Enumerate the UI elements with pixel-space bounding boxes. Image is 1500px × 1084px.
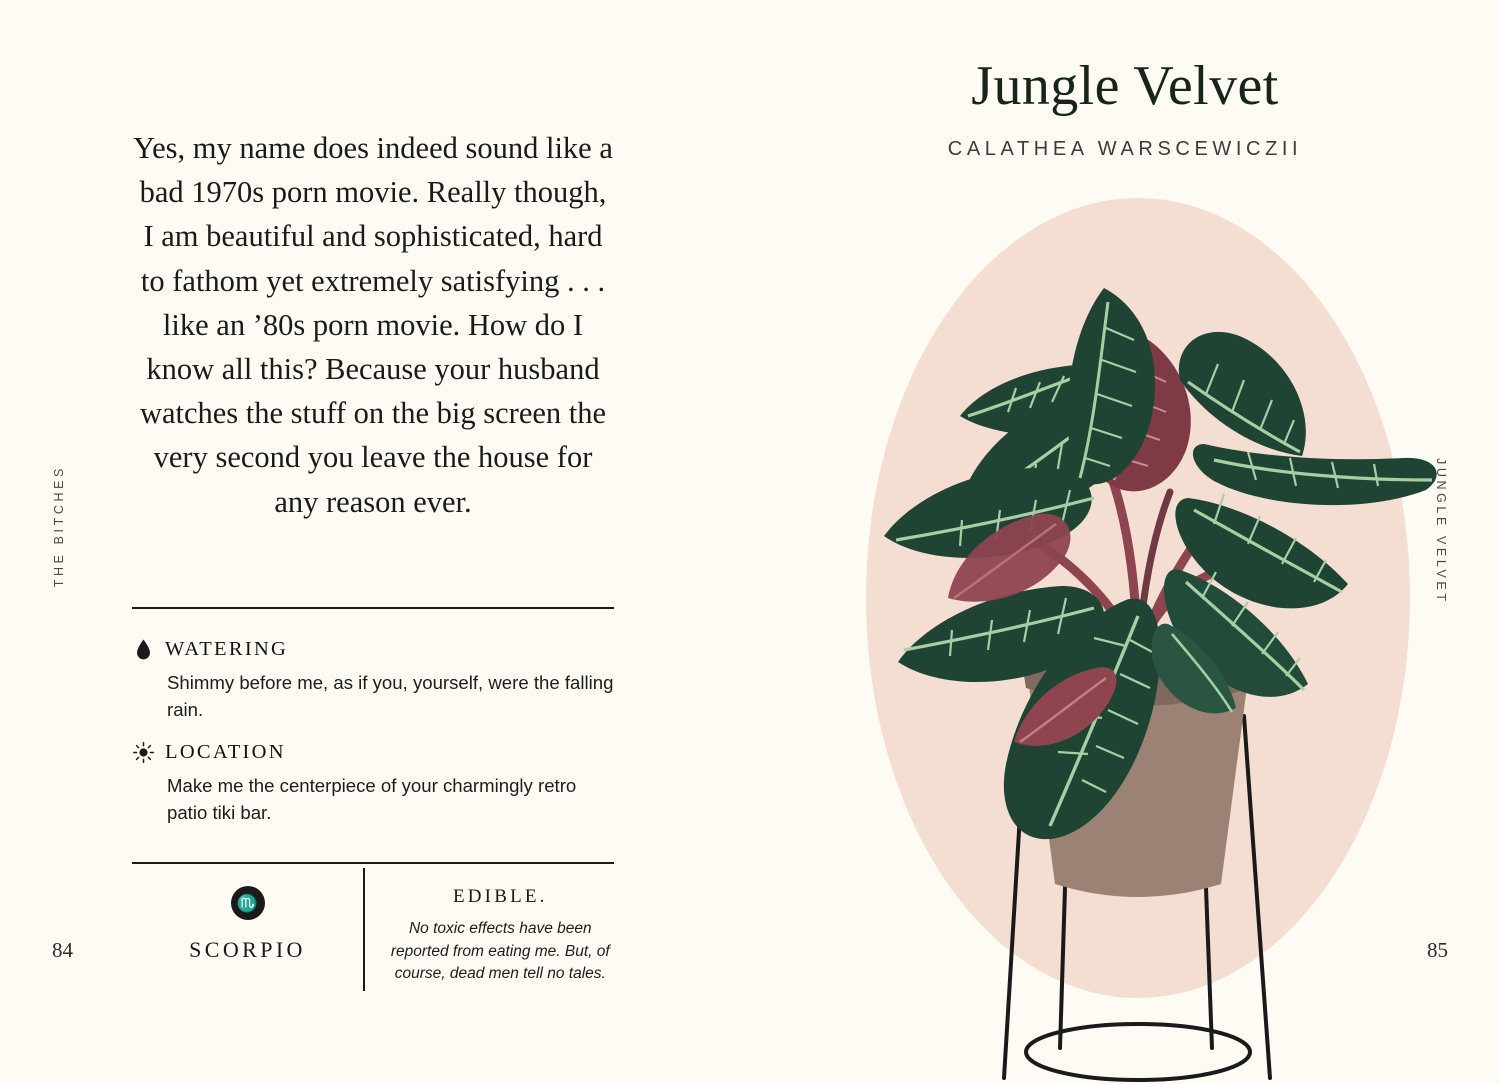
body-paragraph: Yes, my name does indeed sound like a bad 1970s porn movie. Really though, I am beautiful and sophisticated, hard to fathom yet extremely satisfying . . . like an ’80s porn movie. How do I know all this? Because your husband watches the stuff on the big screen the very second you leave the house for any reason ever.	[133, 131, 613, 519]
calathea-warscewiczii-illustration	[808, 168, 1468, 1084]
right-page	[750, 0, 1500, 1084]
care-text-location: Make me the centerpiece of your charmingly retro patio tiki bar.	[167, 775, 577, 823]
care-heading-location	[132, 739, 632, 765]
care-section-location	[132, 739, 632, 826]
scorpio-glyph-icon: ♏	[231, 886, 265, 920]
water-drop-icon	[132, 636, 154, 662]
page-subtitle: CALATHEA WARSCEWICZII	[947, 138, 1303, 160]
page-number-right: 85	[1427, 938, 1448, 962]
zodiac-name: SCORPIO	[189, 937, 306, 962]
care-heading-watering	[132, 636, 632, 662]
care-section-watering	[132, 636, 632, 723]
care-title-location: LOCATION	[165, 740, 286, 763]
zodiac-block	[132, 862, 363, 1062]
running-head-right: JUNGLE VELVET	[1434, 458, 1448, 605]
edible-text: No toxic effects have been reported from eating me. But, of course, dead men tell no tales.	[390, 920, 610, 982]
page-number-left: 84	[52, 938, 73, 962]
sun-icon	[132, 739, 154, 765]
care-text-watering: Shimmy before me, as if you, yourself, were the falling rain.	[167, 672, 614, 720]
page-title: Jungle Velvet	[971, 55, 1279, 117]
care-title-watering: WATERING	[165, 637, 289, 660]
edibility-block	[365, 862, 614, 1062]
divider-top	[132, 607, 614, 609]
footer-panel	[132, 862, 614, 1062]
running-head-left: THE BITCHES	[52, 465, 66, 588]
edible-title: EDIBLE.	[452, 886, 548, 907]
